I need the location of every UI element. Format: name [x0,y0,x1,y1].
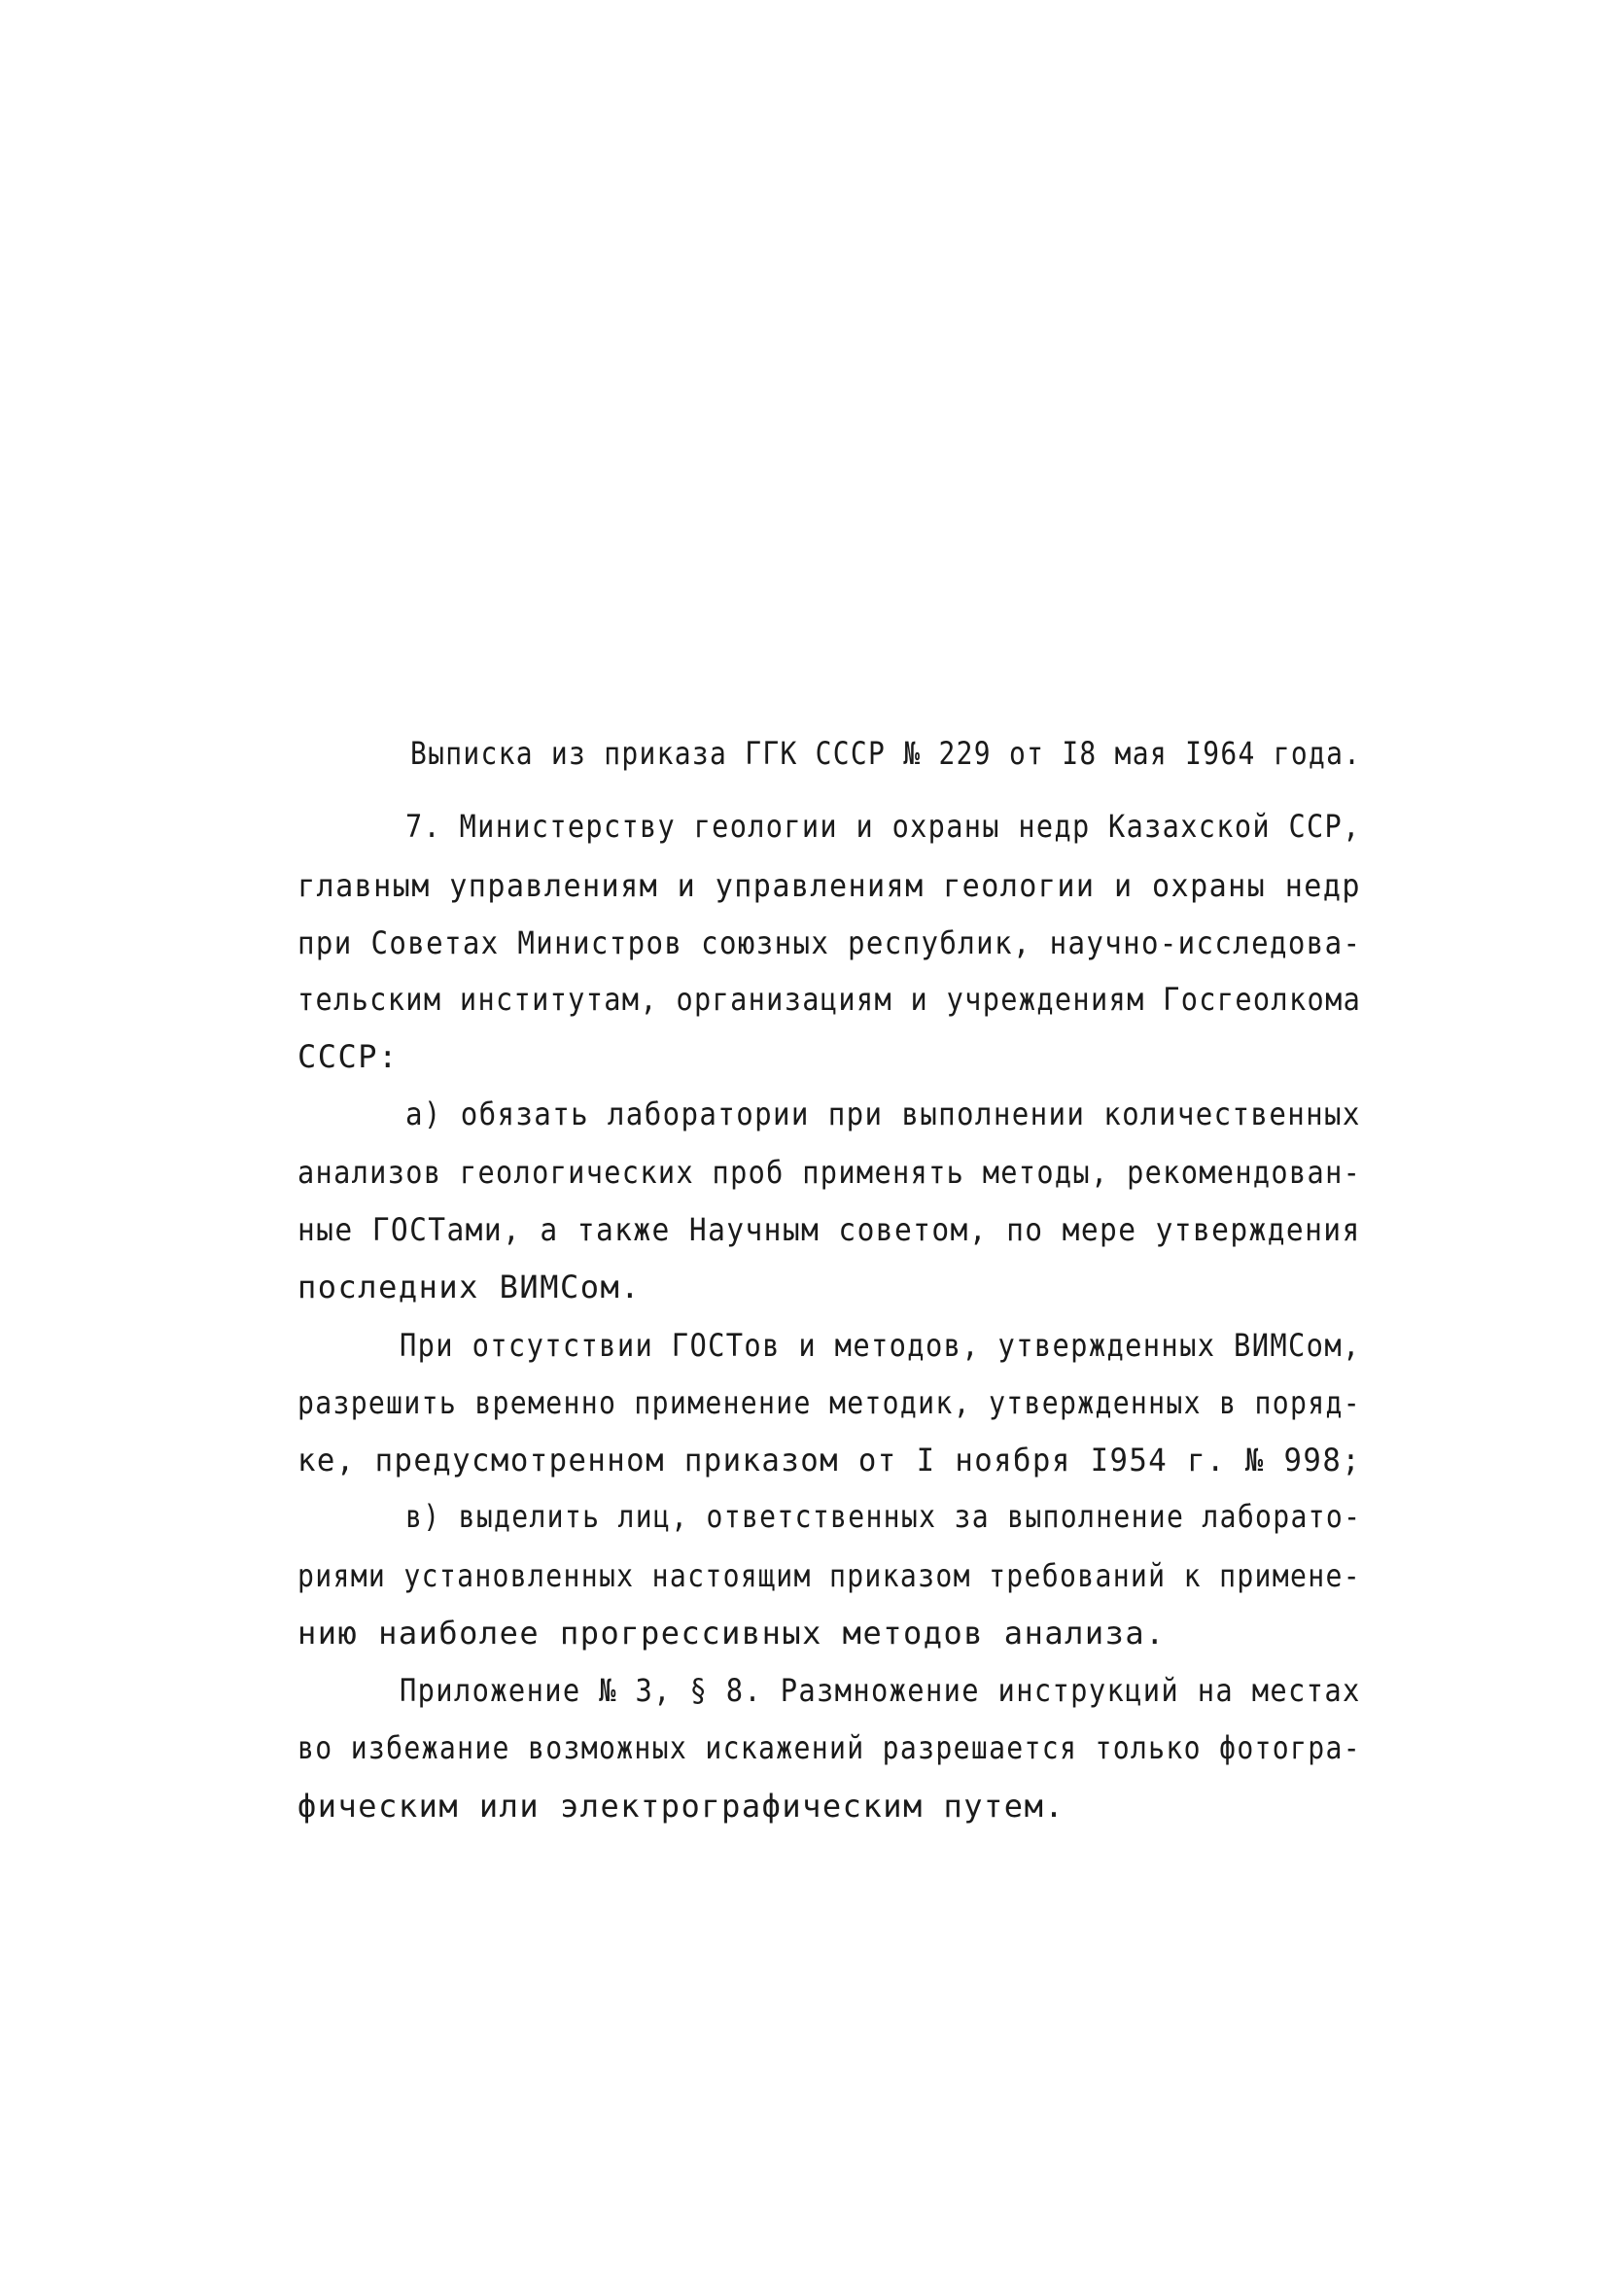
text-line: а) обязать лаборатории при выполнении количественных [405,1096,1361,1132]
text-line: при Советах Министров союзных республик, научно-исследова- [297,924,1362,961]
text-line: риями установленных настоящим приказом требований к примене- [297,1557,1361,1594]
text-line: главным управлениям и управлениям геологии и охраны недр [297,867,1361,904]
document-heading: Выписка из приказа ГГК СССР № 229 от I8 мая I964 года. [410,735,1362,772]
text-line: Приложение № 3, § 8. Размножение инструкций на местах [400,1672,1361,1709]
text-line: анализов геологических проб применять методы, рекомендован- [297,1154,1362,1191]
text-line: фическим или электрографическим путем. [297,1788,1066,1825]
text-line: в) выделить лиц, ответственных за выполнение лаборато- [405,1498,1362,1535]
text-line: СССР: [297,1038,399,1075]
text-line: 7. Министерству геологии и охраны недр Казахской ССР, [405,808,1361,845]
text-line: ные ГОСТами, а также Научным советом, по мере утверждения [297,1211,1361,1248]
text-line: тельским институтам, организациям и учреждениям Госгеолкома [297,981,1362,1018]
text-line: При отсутствии ГОСТов и методов, утвержденных ВИМСом, [400,1327,1361,1364]
text-line: нию наиболее прогрессивных методов анализа. [297,1615,1166,1652]
text-line: ке, предусмотренном приказом от I ноября I954 г. № 998; [297,1442,1362,1478]
text-line: разрешить временно применение методик, утвержденных в поряд- [297,1384,1361,1421]
text-line: последних ВИМСом. [297,1269,642,1305]
text-line: во избежание возможных искажений разрешается только фотогра- [297,1729,1361,1766]
